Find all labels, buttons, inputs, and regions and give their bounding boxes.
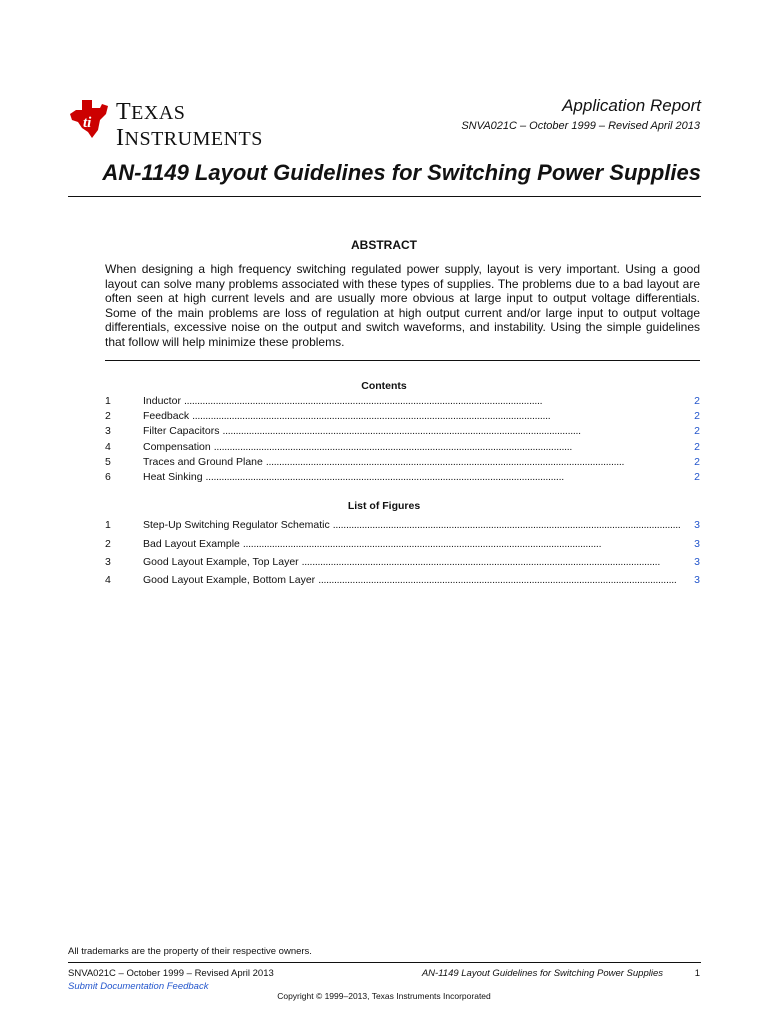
ti-brand-wordmark: TEXAS INSTRUMENTS (116, 99, 263, 151)
figure-number: 1 (105, 519, 111, 531)
toc-leader (266, 456, 680, 468)
figure-label: Good Layout Example, Bottom Layer (143, 574, 316, 586)
title-divider (68, 196, 701, 197)
figure-number: 3 (105, 556, 111, 568)
abstract-heading: ABSTRACT (351, 238, 417, 252)
copyright-notice: Copyright © 1999–2013, Texas Instruments Incorporated (277, 991, 491, 1001)
toc-page-link[interactable]: 2 (694, 410, 700, 422)
toc-label: Filter Capacitors (143, 425, 220, 437)
toc-number: 5 (105, 456, 111, 468)
figure-page-link[interactable]: 3 (694, 519, 700, 531)
trademark-notice: All trademarks are the property of their respective owners. (68, 946, 312, 957)
figure-label: Good Layout Example, Top Layer (143, 556, 299, 568)
toc-page-link[interactable]: 2 (694, 395, 700, 407)
figure-row[interactable] (105, 538, 700, 552)
figure-leader (302, 556, 680, 568)
toc-page-link[interactable]: 2 (694, 456, 700, 468)
toc-number: 3 (105, 425, 111, 437)
figure-row[interactable] (105, 556, 700, 570)
toc-row[interactable] (105, 395, 700, 409)
toc-number: 4 (105, 441, 111, 453)
toc-page-link[interactable]: 2 (694, 441, 700, 453)
toc-label: Traces and Ground Plane (143, 456, 263, 468)
toc-leader (214, 441, 680, 453)
toc-label: Inductor (143, 395, 181, 407)
toc-row[interactable] (105, 471, 700, 485)
toc-number: 6 (105, 471, 111, 483)
figures-heading: List of Figures (347, 500, 421, 512)
report-type: Application Report (562, 96, 701, 115)
toc-row[interactable] (105, 410, 700, 424)
toc-number: 1 (105, 395, 111, 407)
toc-leader (184, 395, 680, 407)
figure-leader (243, 538, 680, 550)
figure-number: 2 (105, 538, 111, 550)
footer-doc-title: AN-1149 Layout Guidelines for Switching Power Supplies (421, 968, 663, 979)
figure-leader (318, 574, 680, 586)
toc-label: Compensation (143, 441, 211, 453)
toc-row[interactable] (105, 425, 700, 439)
ti-state-icon (68, 98, 112, 142)
figure-leader (333, 519, 680, 531)
footer-doc-id: SNVA021C – October 1999 – Revised April 2013 (68, 968, 274, 979)
document-title: AN-1149 Layout Guidelines for Switching Power Supplies (102, 160, 701, 185)
toc-page-link[interactable]: 2 (694, 425, 700, 437)
toc-row[interactable] (105, 456, 700, 470)
ti-logo (68, 98, 268, 151)
toc-label: Feedback (143, 410, 190, 422)
toc-leader (222, 425, 680, 437)
report-id: SNVA021C – October 1999 – Revised April 2013 (461, 120, 700, 132)
figure-page-link[interactable]: 3 (694, 538, 700, 550)
figure-row[interactable] (105, 519, 700, 533)
contents-heading: Contents (361, 380, 407, 392)
toc-leader (192, 410, 680, 422)
figure-page-link[interactable]: 3 (694, 574, 700, 586)
figure-label: Bad Layout Example (143, 538, 240, 550)
toc-leader (206, 471, 680, 483)
figure-label: Step-Up Switching Regulator Schematic (143, 519, 330, 531)
footer-divider (68, 962, 701, 963)
submit-feedback-link[interactable]: Submit Documentation Feedback (68, 981, 209, 992)
toc-row[interactable] (105, 441, 700, 455)
abstract-divider (105, 360, 700, 361)
footer-page-number: 1 (694, 968, 700, 979)
toc-page-link[interactable]: 2 (694, 471, 700, 483)
toc-label: Heat Sinking (143, 471, 203, 483)
svg-text:ti: ti (83, 115, 92, 131)
figure-number: 4 (105, 574, 111, 586)
toc-number: 2 (105, 410, 111, 422)
abstract-text: When designing a high frequency switching regulated power supply, layout is very important. Using a good layout can solve many problems associated with these types of supplies. The problems due to a bad layout are often seen at high current levels and are usually more obvious at large input to output voltage differentials. Some of the main problems are loss of regulation at high output current and/or large input to output voltage differentials, excessive noise on the output and switch waveforms, and instability. Using the simple guidelines that follow will help minimize these problems. (105, 262, 700, 349)
figure-page-link[interactable]: 3 (694, 556, 700, 568)
figure-row[interactable] (105, 574, 700, 588)
